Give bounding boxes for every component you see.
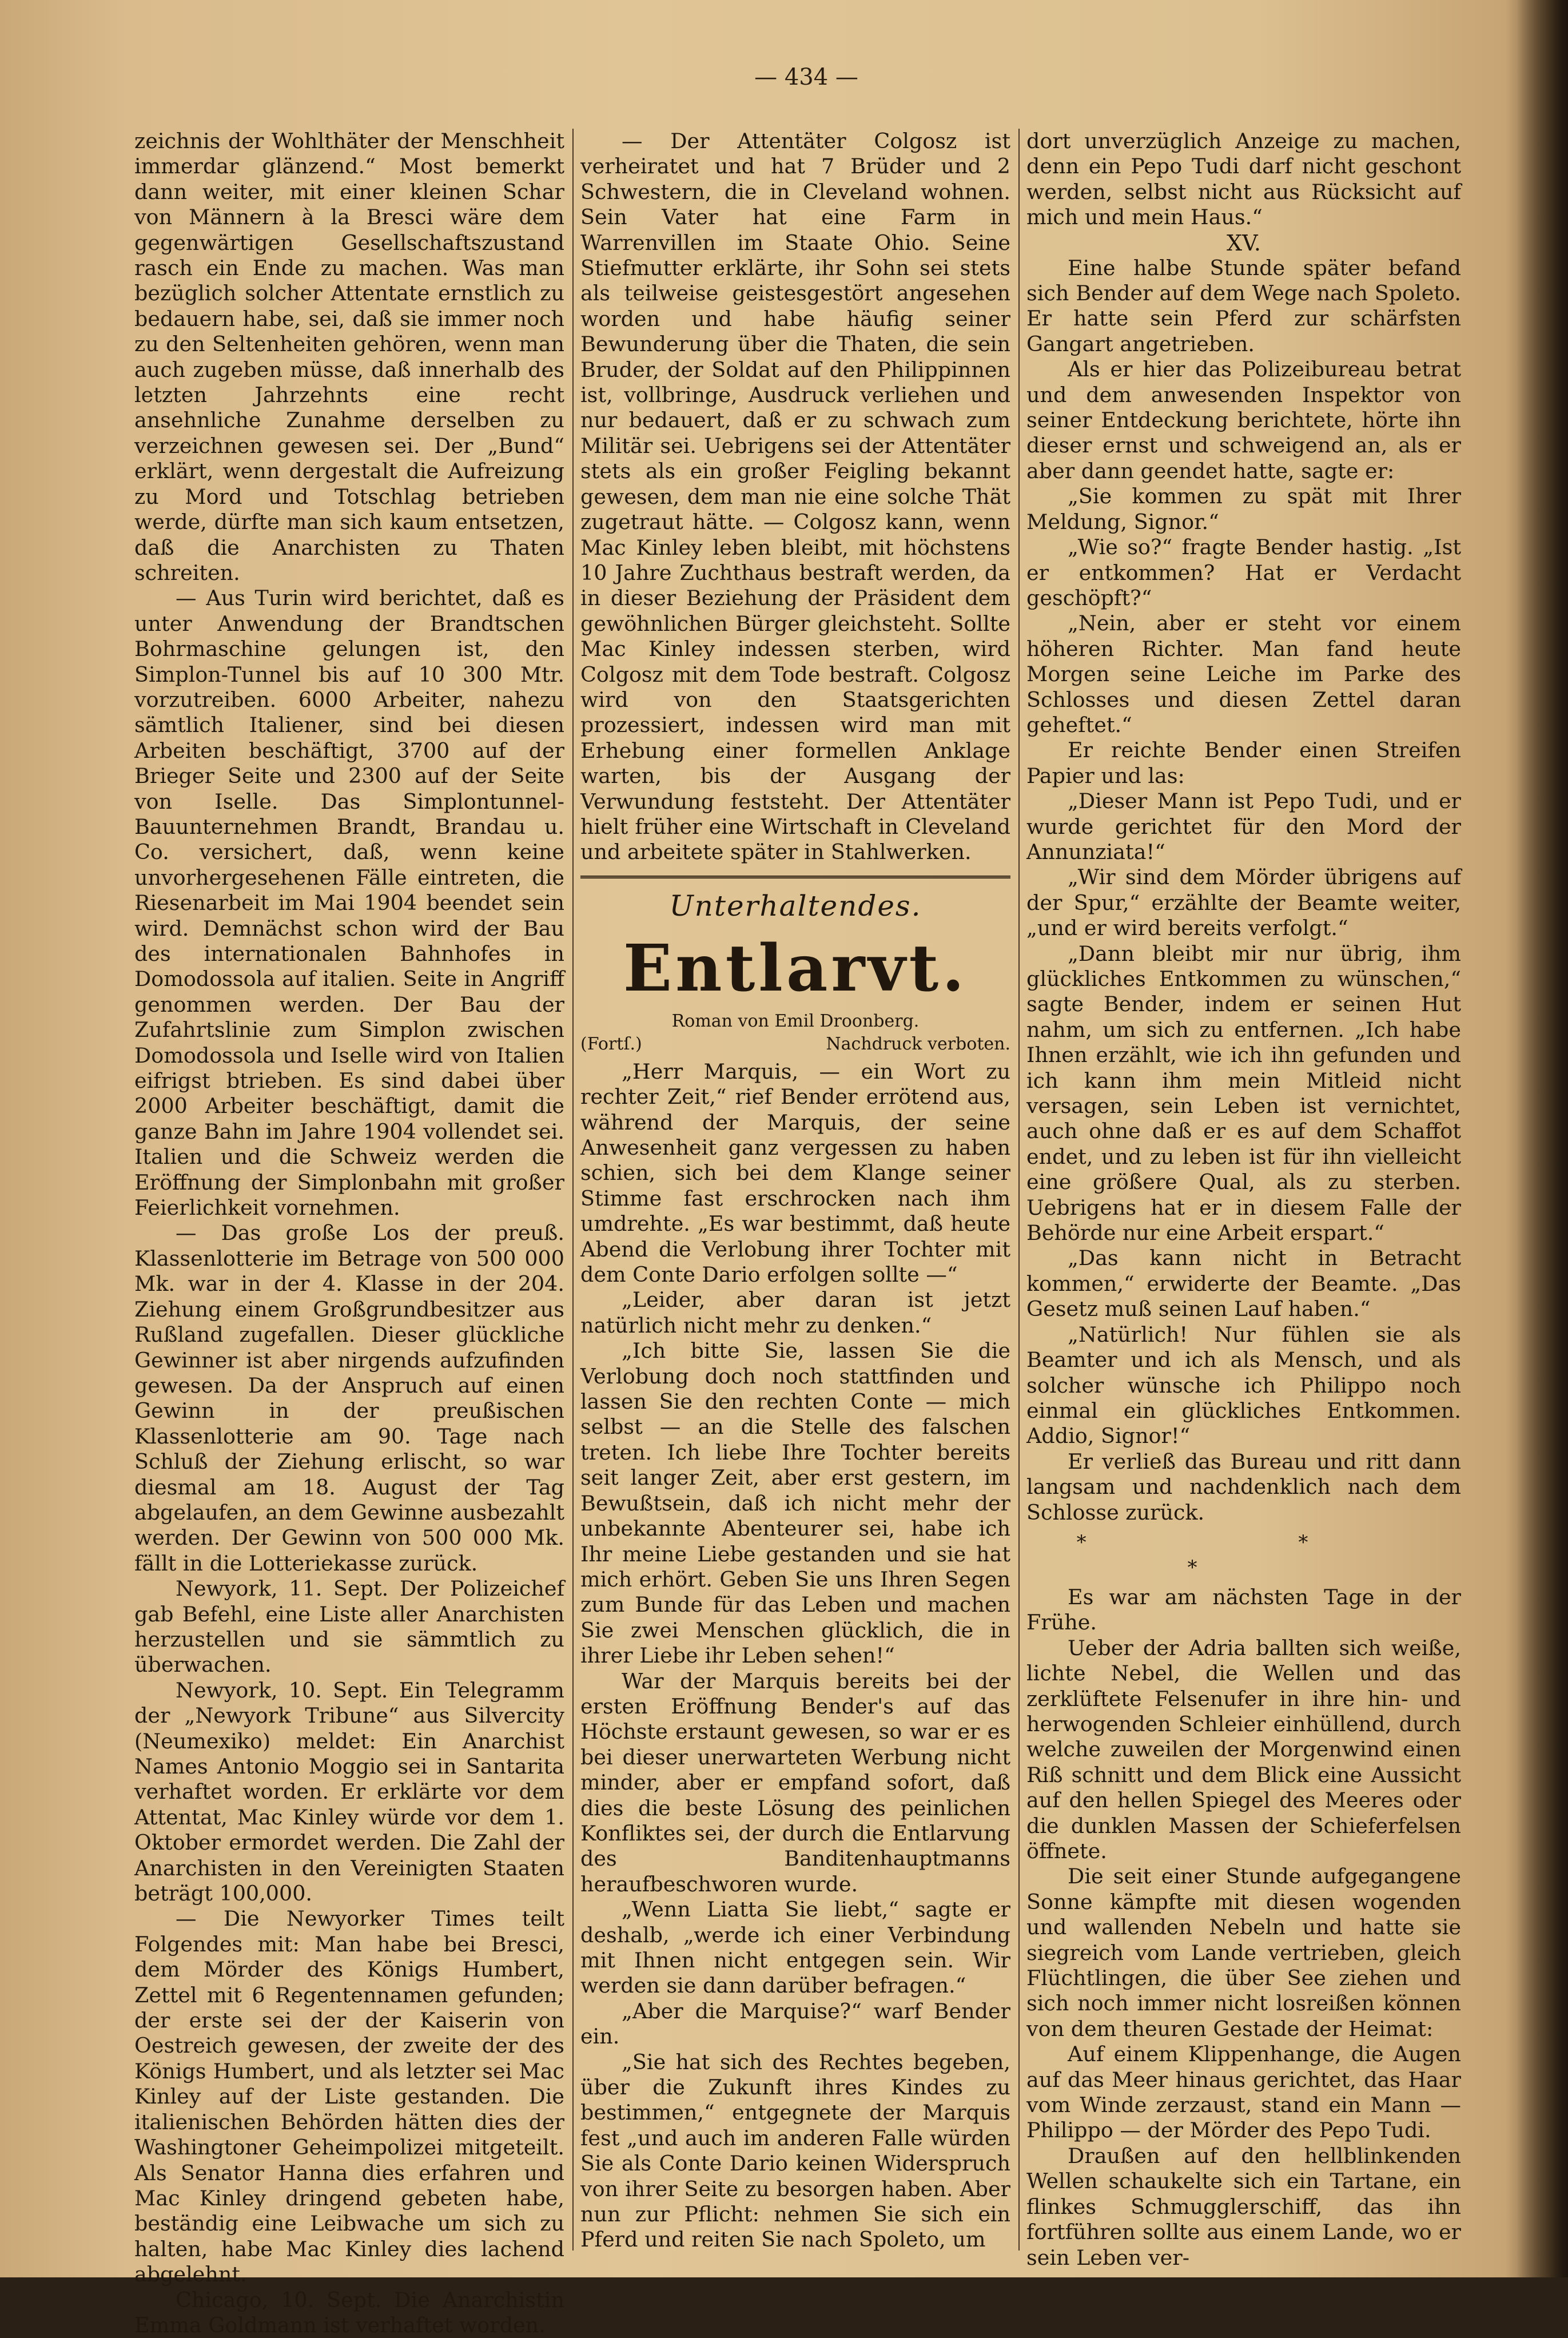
- paragraph: „Sie kommen zu spät mit Ihrer Meldung, Signor.“: [1026, 484, 1461, 534]
- paragraph: „Das kann nicht in Betracht kommen,“ erwiderte der Beamte. „Das Gesetz muß seinen Lauf haben.“: [1026, 1246, 1461, 1322]
- paragraph: „Wie so?“ fragte Bender hastig. „Ist er entkommen? Hat er Verdacht geschöpft?“: [1026, 535, 1461, 610]
- paragraph: Newyork, 11. Sept. Der Polizeichef gab Befehl, eine Liste aller Anarchisten herzustellen und sie sämmtlich zu überwachen.: [134, 1576, 564, 1677]
- paragraph: Newyork, 10. Sept. Ein Telegramm der „Newyork Tribune“ aus Silvercity (Neumexiko) meldet: Ein Anarchist Names Antonio Moggio sei in Santarita verhaftet worden. Er erklärte vor dem Attentat, Mac Kinley würde vor dem 1. Oktober ermordet werden. Die Zahl der Anarchisten in den Vereinigten Staaten beträgt 100,000.: [134, 1677, 564, 1906]
- paragraph: Auf einem Klippenhange, die Augen auf das Meer hinaus gerichtet, das Haar vom Winde zerzaust, stand ein Mann — Philippo — der Mörder des Pepo Tudi.: [1026, 2042, 1461, 2143]
- novel-text-part2: [1026, 129, 1461, 230]
- column-rule-1: [572, 129, 574, 2250]
- paragraph: — Aus Turin wird berichtet, daß es unter Anwendung der Brandtschen Bohrmaschine gelungen ist, den Simplon-Tunnel bis auf 10 300 Mtr. vorzutreiben. 6000 Arbeiter, nahezu sämtlich Italiener, sind bei diesen Arbeiten beschäftigt, 3700 auf der Brieger Seite und 2300 auf der Seite von Iselle. Das Simplontunnel-Bauunternehmen Brandt, Brandau u. Co. versichert, daß, wenn keine unvorhergesehenen Fälle eintreten, die Riesenarbeit im Mai 1904 beendet sein wird. Demnächst schon wird der Bau des internationalen Bahnhofes in Domodossola auf italien. Seite in Angriff genommen werden. Der Bau der Zufahrtslinie zum Simplon zwischen Domodossola und Iselle wird von Italien eifrigst btrieben. Es sind dabei über 2000 Arbeiter beschäftigt, damit die ganze Bahn im Jahre 1904 vollendet sei. Italien und die Schweiz werden die Eröffnung der Simplonbahn mit großer Feierlichkeit vornehmen.: [134, 586, 564, 1220]
- paragraph: „Nein, aber er steht vor einem höheren Richter. Man fand heute Morgen seine Leiche im Parke des Schlosses und diesen Zettel daran geheftet.“: [1026, 611, 1461, 737]
- continuation-mark: (Fortſ.): [580, 1033, 642, 1054]
- column-middle: [580, 129, 1010, 2256]
- paragraph: Chicago, 10. Sept. Die Anarchistin Emma Goldmann ist verhaftet worden.: [134, 2287, 564, 2337]
- paragraph: dort unverzüglich Anzeige zu machen, denn ein Pepo Tudi darf nicht geschont werden, selbst nicht aus Rücksicht auf mich und mein Haus.“: [1026, 129, 1461, 230]
- paragraph: „Natürlich! Nur fühlen sie als Beamter und ich als Mensch, und als solcher wünsche ich Philippo noch einmal ein glückliches Entkommen. Addio, Signor!“: [1026, 1322, 1461, 1449]
- paragraph: Er reichte Bender einen Streifen Papier und las:: [1026, 738, 1461, 788]
- paragraph: „Dann bleibt mir nur übrig, ihm glückliches Entkommen zu wünschen,“ sagte Bender, indem er seinen Hut nahm, um sich zu entfernen. „Ich habe Ihnen erzählt, wie ich ihn gefunden und ich kann ihm mein Mitleid nicht versagen, sein Leben ist vernichtet, auch ohne daß er es auf dem Schaffot endet, und zu leben ist für ihn vielleicht eine größere Qual, als zu sterben. Uebrigens hat er in diesem Falle der Behörde nur eine Arbeit erspart.“: [1026, 941, 1461, 1246]
- novel-text-part1: [580, 1059, 1010, 2253]
- paragraph: Als er hier das Polizeibureau betrat und dem anwesenden Inspektor von seiner Entdeckung berichtete, hörte ihn dieser ernst und schweigend an, als er aber dann geendet hatte, sagte er:: [1026, 357, 1461, 483]
- paragraph: „Leider, aber daran ist jetzt natürlich nicht mehr zu denken.“: [580, 1287, 1010, 1338]
- paragraph: „Wir sind dem Mörder übrigens auf der Spur,“ erzählte der Beamte weiter, „und er wird bereits verfolgt.“: [1026, 865, 1461, 941]
- section-break-stars: * * *: [1076, 1530, 1411, 1579]
- paragraph: „Aber die Marquise?“ warf Bender ein.: [580, 1998, 1010, 2049]
- novel-title: Entlarvt.: [623, 931, 968, 1006]
- paragraph: Er verließ das Bureau und ritt dann langsam und nachdenklich nach dem Schlosse zurück.: [1026, 1449, 1461, 1525]
- paragraph: Draußen auf den hellblinkenden Wellen schaukelte sich ein Tartane, ein flinkes Schmugglerschiff, das ihn fortführen sollte aus einem Lande, wo er sein Leben ver-: [1026, 2143, 1461, 2270]
- paragraph: — Die Newyorker Times teilt Folgendes mit: Man habe bei Bresci, dem Mörder des Königs Humbert, Zettel mit 6 Regentennamen gefunden; der erste sei der der Kaiserin von Oestreich gewesen, der zweite der des Königs Humbert, und als letzter sei Mac Kinley auf der Liste gestanden. Die italienischen Behörden hätten dies der Washingtoner Geheimpolizei mitgeteilt. Als Senator Hanna dies erfahren und Mac Kinley dringend gebeten habe, beständig eine Leibwache um sich zu halten, habe Mac Kinley dies lachend abgelehnt.: [134, 1906, 564, 2287]
- paragraph: „Wenn Liatta Sie liebt,“ sagte er deshalb, „werde ich einer Verbindung mit Ihnen nicht entgegen sein. Wir werden sie dann darüber befragen.“: [580, 1897, 1010, 1998]
- reprint-notice: Nachdruck verboten.: [826, 1033, 1010, 1054]
- paragraph: „Ich bitte Sie, lassen Sie die Verlobung doch noch stattfinden und lassen Sie den rechten Conte — mich selbst — an die Stelle des falschen treten. Ich liebe Ihre Tochter bereits seit langer Zeit, aber erst gestern, im Bewußtsein, daß ich nicht mehr der unbekannte Abenteurer sei, habe ich Ihr meine Liebe gestanden und sie hat mich erhört. Geben Sie uns Ihren Segen zum Bunde für das Leben und machen Sie zwei Menschen glücklich, die in ihrer Liebe ihr Leben sehen!“: [580, 1338, 1010, 1668]
- paragraph: zeichnis der Wohlthäter der Menschheit immerdar glänzend.“ Most bemerkt dann weiter, mit einer kleinen Schar von Männern à la Bresci wäre dem gegenwärtigen Gesellschaftszustand rasch ein Ende zu machen. Was man bezüglich solcher Attentate ernstlich zu bedauern habe, sei, daß sie immer noch zu den Seltenheiten gehören, wenn man auch zugeben müsse, daß innerhalb des letzten Jahrzehnts eine recht ansehnliche Zunahme derselben zu verzeichnen gewesen sei. Der „Bund“ erklärt, wenn dergestalt die Aufreizung zu Mord und Totschlag betrieben werde, dürfte man sich kaum entsetzen, daß die Anarchisten zu Thaten schreiten.: [134, 129, 564, 585]
- paragraph: Es war am nächsten Tage in der Frühe.: [1026, 1584, 1461, 1635]
- paragraph: Die seit einer Stunde aufgegangene Sonne kämpfte mit diesen wogenden und wallenden Nebeln und hatte sie siegreich vom Lande vertrieben, gleich Flüchtlingen, die über See ziehen und sich noch immer nicht losreißen können von dem theuren Gestade der Heimat:: [1026, 1864, 1461, 2041]
- continuation-line: [580, 1033, 1010, 1056]
- novel-byline: Roman von Emil Droonberg.: [671, 1011, 920, 1031]
- paragraph: — Der Attentäter Colgosz ist verheiratet und hat 7 Brüder und 2 Schwestern, die in Cleveland wohnen. Sein Vater hat eine Farm in Warrenvillen im Staate Ohio. Seine Stiefmutter erklärte, ihr Sohn sei stets als teilweise geistesgestört angesehen worden und habe häufig seiner Bewunderung über die Thaten, die sein Bruder, der Soldat auf den Philippinnen ist, vollbringe, Ausdruck verliehen und nur bedauert, daß er zu schwach zum Militär sei. Uebrigens sei der Attentäter stets als ein großer Feigling bekannt gewesen, dem man nie eine solche Thät zugetraut hätte. — Colgosz kann, wenn Mac Kinley leben bleibt, mit höchstens 10 Jahre Zuchthaus bestraft werden, da in dieser Beziehung der Präsident dem gewöhnlichen Bürger gleichsteht. Sollte Mac Kinley indessen sterben, wird Colgosz mit dem Tode bestraft. Colgosz wird von den Staatsgerichten prozessiert, indessen wird man mit Erhebung einer formellen Anklage warten, bis der Ausgang der Verwundung feststeht. Der Attentäter hielt früher eine Wirtschaft in Cleveland und arbeitete später in Stahlwerken.: [580, 129, 1010, 865]
- column-news-left: [134, 129, 564, 2337]
- binding-shadow: [1517, 0, 1568, 2277]
- section-header: Unterhaltendes.: [580, 876, 1010, 924]
- paragraph: „Herr Marquis, — ein Wort zu rechter Zeit,“ rief Bender errötend aus, während der Marquis, der seine Anwesenheit ganz vergessen zu haben schien, sich bei dem Klange seiner Stimme fast erschrocken nach ihm umdrehte. „Es war bestimmt, daß heute Abend die Verlobung ihrer Tochter mit dem Conte Dario erfolgen sollte —“: [580, 1059, 1010, 1287]
- paragraph: „Dieser Mann ist Pepo Tudi, und er wurde gerichtet für den Mord der Annunziata!“: [1026, 789, 1461, 864]
- page-number: — 434 —: [754, 64, 858, 90]
- novel-text-part3: [1026, 256, 1461, 1525]
- paragraph: — Das große Los der preuß. Klassenlotterie im Betrage von 500 000 Mk. war in der 4. Klasse in der 204. Ziehung einem Großgrundbesitzer aus Rußland zugefallen. Dieser glückliche Gewinner ist aber nirgends aufzufinden gewesen. Da der Anspruch auf einen Gewinn in der preußischen Klassenlotterie am 90. Tage nach Schluß der Ziehung erlischt, so war diesmal am 18. August der Tag abgelaufen, an dem Gewinne ausbezahlt werden. Der Gewinn von 500 000 Mk. fällt in die Lotteriekasse zurück.: [134, 1220, 564, 1576]
- paragraph: Ueber der Adria ballten sich weiße, lichte Nebel, die Wellen und das zerklüftete Felsenufer in ihre hin- und herwogenden Schleier einhüllend, durch welche zuweilen der Morgenwind einen Riß schnitt und dem Blick eine Aussicht auf den hellen Spiegel des Meeres oder die dunklen Massen der Schieferfelsen öffnete.: [1026, 1635, 1461, 1863]
- news-colgosz: [580, 129, 1010, 865]
- novel-text-part4: [1026, 1585, 1461, 2271]
- column-rule-2: [1018, 129, 1020, 2250]
- paragraph: Eine halbe Stunde später befand sich Bender auf dem Wege nach Spoleto. Er hatte sein Pferd zur schärfsten Gangart angetrieben.: [1026, 255, 1461, 356]
- paragraph: War der Marquis bereits bei der ersten Eröffnung Bender's auf das Höchste erstaunt gewesen, so war er es bei dieser unerwarteten Werbung nicht minder, aber er empfand sofort, daß dies die beste Lösung des peinlichen Konfliktes sei, der durch die Entlarvung des Banditenhauptmanns heraufbeschworen wurde.: [580, 1668, 1010, 1896]
- column-right: [1026, 129, 1461, 2270]
- chapter-heading: XV.: [1227, 230, 1261, 256]
- paragraph: „Sie hat sich des Rechtes begeben, über die Zukunft ihres Kindes zu bestimmen,“ entgegnete der Marquis fest „und auch im anderen Falle würden Sie als Conte Dario keinen Widerspruch von ihrer Seite zu besorgen haben. Aber nun zur Pflicht: nehmen Sie sich ein Pferd und reiten Sie nach Spoleto, um: [580, 2049, 1010, 2252]
